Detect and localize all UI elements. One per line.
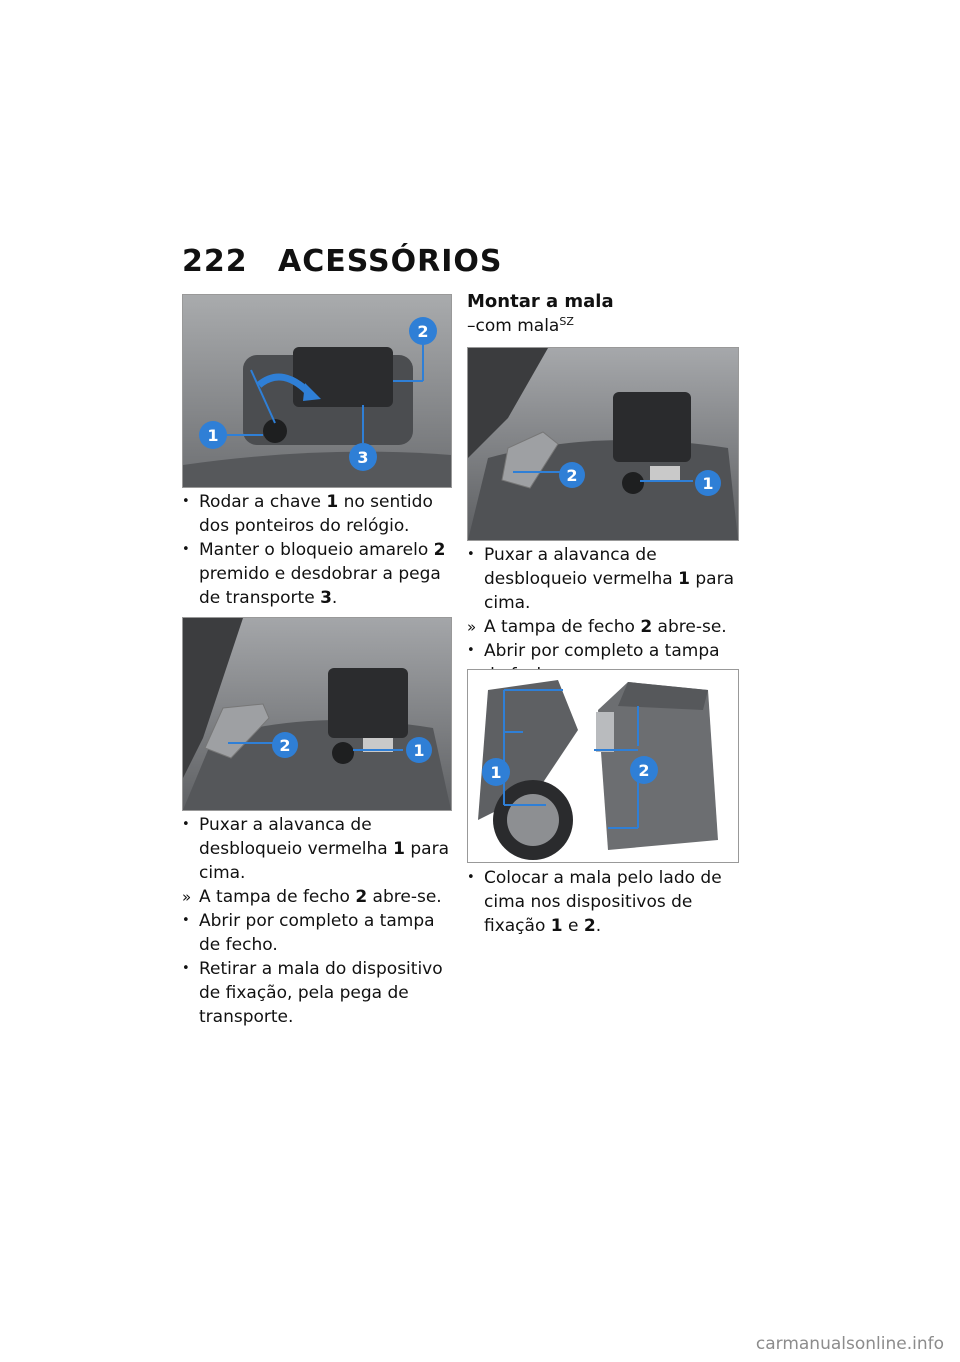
- fig4-callout-2: 2: [638, 761, 650, 780]
- fig2-callout-2: 2: [279, 736, 291, 755]
- step-b-2: » A tampa de fecho 2 abre-se.: [182, 887, 442, 907]
- fig1-callout-1: 1: [207, 426, 219, 445]
- page-number: 222: [182, 244, 248, 279]
- fig1-callout-3: 3: [357, 448, 369, 467]
- figure-release-lever-mount: [467, 347, 739, 541]
- steps-a: [182, 490, 450, 610]
- step-b-3: • Abrir por completo a tampa de fecho.: [182, 911, 435, 955]
- step-c-1: • Puxar a alavanca de desbloqueio vermelha 1 para cima.: [467, 545, 734, 613]
- step-b-4: • Retirar a mala do dispositivo de fixação, pela pega de transporte.: [182, 959, 443, 1027]
- fig4-callout-1: 1: [490, 763, 502, 782]
- step-d-1: • Colocar a mala pelo lado de cima nos dispositivos de fixação 1 e 2.: [467, 868, 722, 936]
- fig3-callout-1: 1: [702, 474, 714, 493]
- steps-d: [467, 866, 739, 938]
- step-b-1: • Puxar a alavanca de desbloqueio vermelha 1 para cima.: [182, 815, 449, 883]
- step-c-3: • Abrir por completo a tampa: [467, 641, 720, 661]
- figure-release-lever: [182, 617, 452, 811]
- step-a-2: • Manter o bloqueio amarelo 2 premido e desdobrar a pega de transporte 3.: [182, 540, 446, 608]
- figure-unlock-handle: [182, 294, 452, 488]
- page-header: [182, 244, 502, 279]
- steps-b: [182, 813, 450, 1029]
- subheading: Montar a mala: [467, 291, 614, 312]
- steps-c: [467, 543, 739, 687]
- step-a-1: • Rodar a chave 1 no sentido dos ponteiros do relógio.: [182, 492, 433, 536]
- condition-line: –com mala$^{SZ}$: [467, 315, 574, 336]
- right-intro: [467, 290, 739, 338]
- section-title: ACESSÓRIOS: [278, 244, 503, 279]
- fig3-callout-2: 2: [566, 466, 578, 485]
- figure-mount-case: [467, 669, 739, 863]
- fig2-callout-1: 1: [413, 741, 425, 760]
- watermark: carmanualsonline.info: [755, 1334, 944, 1354]
- fig1-callout-2: 2: [417, 322, 429, 341]
- step-c-2: » A tampa de fecho 2 abre-se.: [467, 617, 727, 637]
